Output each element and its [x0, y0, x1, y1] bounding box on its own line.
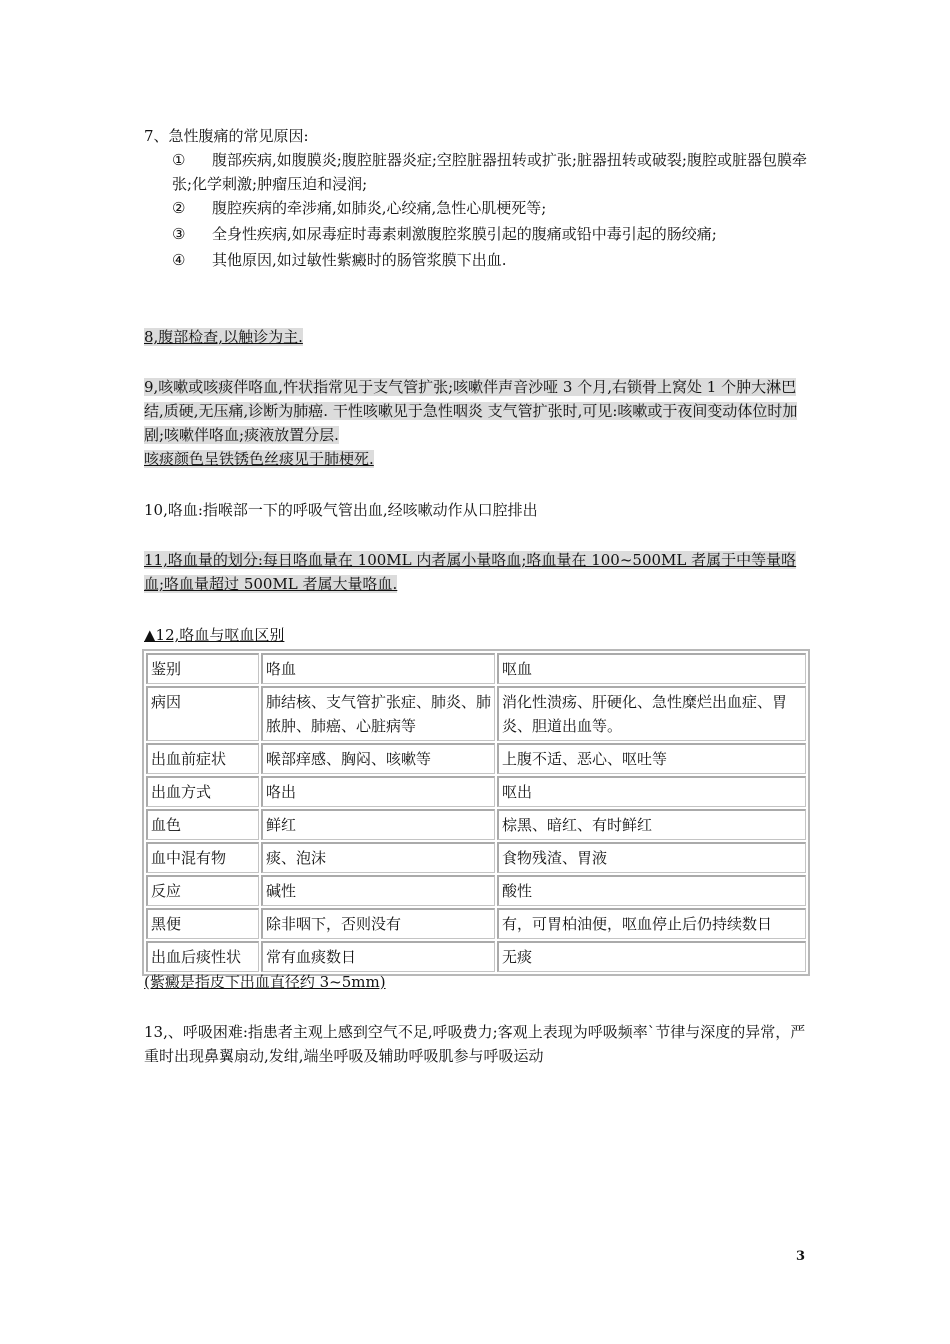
table-row	[146, 743, 806, 774]
table-cell: 黑便	[146, 908, 259, 939]
table-row	[146, 776, 806, 807]
list-item-number: ③	[172, 225, 186, 243]
table-header-cell: 鉴别	[146, 653, 259, 684]
table-cell: 棕黑、暗红、有时鲜红	[497, 809, 806, 840]
table-row	[146, 908, 806, 939]
comparison-table	[142, 649, 810, 976]
table-cell: 鲜红	[261, 809, 495, 840]
list-item-text: 全身性疾病,如尿毒症时毒素刺激腹腔浆膜引起的腹痛或铅中毒引起的肠绞痛;	[212, 225, 717, 243]
table-row	[146, 686, 806, 741]
table-cell: 除非咽下，否则没有	[261, 908, 495, 939]
table-cell: 肺结核、支气管扩张症、肺炎、肺脓肿、肺癌、心脏病等	[261, 686, 495, 741]
section-8	[144, 325, 808, 349]
section-12-title	[144, 623, 808, 647]
table-header-row	[146, 653, 806, 684]
list-item-text: 其他原因,如过敏性紫癜时的肠管浆膜下出血.	[212, 251, 507, 269]
list-item-number: ①	[172, 151, 186, 169]
table-row	[146, 842, 806, 873]
table-header-cell: 呕血	[497, 653, 806, 684]
table-row	[146, 941, 806, 972]
table-cell: 上腹不适、恶心、呕吐等	[497, 743, 806, 774]
table-cell: 血中混有物	[146, 842, 259, 873]
table-cell: 咯出	[261, 776, 495, 807]
table-cell: 消化性溃疡、肝硬化、急性糜烂出血症、胃炎、胆道出血等。	[497, 686, 806, 741]
table-cell: 出血后痰性状	[146, 941, 259, 972]
section-9-line2: 咳痰颜色呈铁锈色丝痰见于肺梗死.	[144, 450, 374, 468]
list-item	[172, 196, 808, 220]
list-item	[172, 248, 808, 272]
list-item-number: ②	[172, 199, 186, 217]
section-12-title-text: ▲12,咯血与呕血区别	[144, 626, 285, 644]
table-cell: 呕出	[497, 776, 806, 807]
section-8-text: 8,腹部检查,以触诊为主.	[144, 328, 303, 346]
table-row	[146, 809, 806, 840]
table-cell: 血色	[146, 809, 259, 840]
page-number: 3	[796, 1249, 806, 1264]
table-cell: 碱性	[261, 875, 495, 906]
table-header-cell: 咯血	[261, 653, 495, 684]
section-9	[144, 375, 808, 471]
purpura-note	[144, 970, 808, 994]
table-cell: 有，可胃柏油便，呕血停止后仍持续数日	[497, 908, 806, 939]
table-cell: 喉部痒感、胸闷、咳嗽等	[261, 743, 495, 774]
list-item	[172, 148, 808, 196]
list-item-number: ④	[172, 251, 186, 269]
table-cell: 食物残渣、胃液	[497, 842, 806, 873]
table-cell: 出血前症状	[146, 743, 259, 774]
section-11	[144, 548, 808, 596]
table-cell: 无痰	[497, 941, 806, 972]
table-cell: 病因	[146, 686, 259, 741]
table-cell: 酸性	[497, 875, 806, 906]
section-10: 10,咯血:指喉部一下的呼吸气管出血,经咳嗽动作从口腔排出	[144, 501, 538, 519]
list-item	[172, 222, 808, 246]
section-7-title: 7、急性腹痛的常见原因:	[144, 127, 309, 145]
section-9-text: 9,咳嗽或咳痰伴咯血,忤状指常见于支气管扩张;咳嗽伴声音沙哑 3 个月,右锁骨上窝处 1 个肿大淋巴结,质硬,无压痛,诊断为肺癌. 干性咳嗽见于急性咽炎 支气管扩张时,可见:咳嗽或于夜间变动体位时加剧;咳嗽伴咯血;痰液放置分层.	[144, 378, 798, 444]
list-item-text: 腹腔疾病的牵涉痛,如肺炎,心绞痛,急性心肌梗死等;	[212, 199, 547, 217]
table-row	[146, 875, 806, 906]
purpura-note-text: (紫癜是指皮下出血直径约 3~5mm)	[144, 973, 386, 991]
table-cell: 常有血痰数日	[261, 941, 495, 972]
section-13: 13,、呼吸困难:指患者主观上感到空气不足,呼吸费力;客观上表现为呼吸频率`节律与深度的异常，严重时出现鼻翼扇动,发绀,端坐呼吸及辅助呼吸肌参与呼吸运动	[144, 1023, 806, 1065]
section-11-text: 11,咯血量的划分:每日咯血量在 100ML 内者属小量咯血;咯血量在 100~500ML 者属于中等量咯血;咯血量超过 500ML 者属大量咯血.	[144, 551, 797, 593]
table-cell: 反应	[146, 875, 259, 906]
table-cell: 出血方式	[146, 776, 259, 807]
list-item-text: 腹部疾病,如腹膜炎;腹腔脏器炎症;空腔脏器扭转或扩张;脏器扭转或破裂;腹腔或脏器包膜牵张;化学刺激;肿瘤压迫和浸润;	[172, 151, 807, 193]
table-cell: 痰、泡沫	[261, 842, 495, 873]
